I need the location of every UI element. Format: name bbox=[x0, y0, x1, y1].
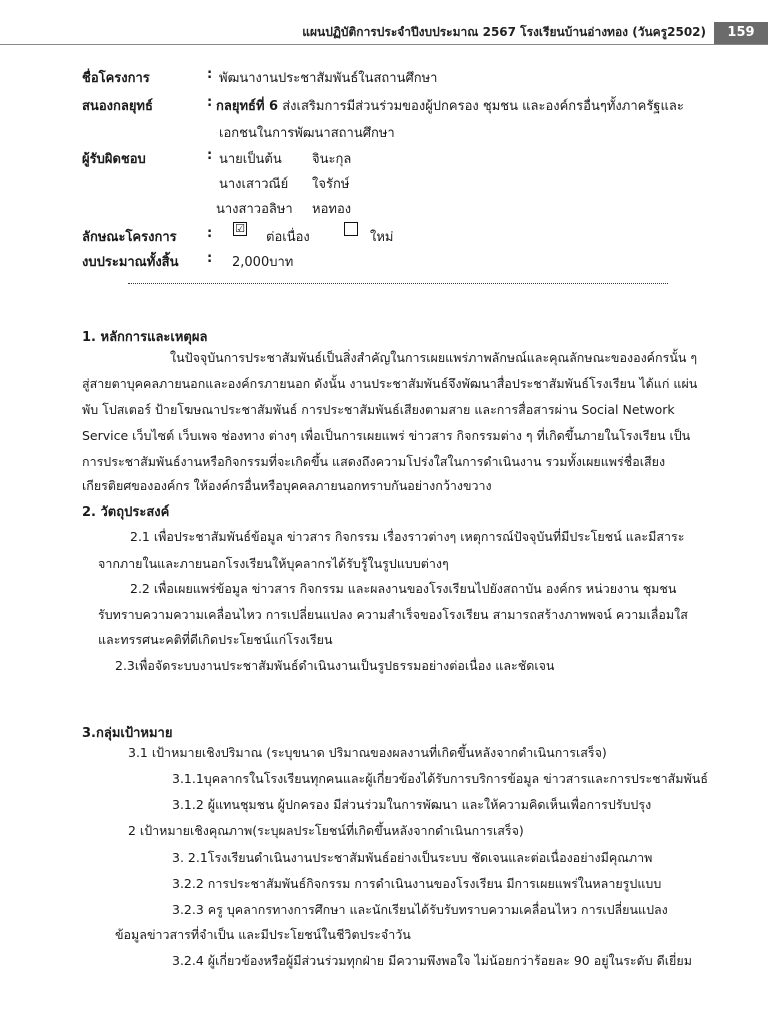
colon: : bbox=[207, 95, 213, 110]
paragraph-line: ในปัจจุบันการประชาสัมพันธ์เป็นสิ่งสำคัญในการเผยแพร่ภาพลักษณ์และคุณลักษณะขององค์กรนั้น ๆ bbox=[170, 350, 698, 365]
document-header-title: แผนปฏิบัติการประจำปีงบประมาณ 2567 โรงเรียนบ้านอ่างทอง (วันครู2502) bbox=[302, 25, 706, 39]
project-name-value: พัฒนางานประชาสัมพันธ์ในสถานศึกษา bbox=[219, 71, 438, 86]
project-name-label: ชื่อโครงการ bbox=[82, 71, 150, 86]
section-objectives-heading: 2. วัตถุประสงค์ bbox=[82, 505, 170, 520]
colon: : bbox=[207, 226, 213, 241]
colon: : bbox=[207, 67, 213, 82]
responsible-last-name: จินะกุล bbox=[312, 152, 352, 167]
continuous-checkbox[interactable]: ☑ bbox=[233, 222, 247, 236]
budget-label: งบประมาณทั้งสิ้น bbox=[82, 255, 179, 270]
target-line: ข้อมูลข่าวสารที่จำเป็น และมีประโยชน์ในชีวิตประจำวัน bbox=[115, 927, 411, 942]
paragraph-line: การประชาสัมพันธ์งานหรือกิจกรรมที่จะเกิดขึ้น แสดงถึงความโปร่งใสในการดำเนินงาน รวมทั้งเผยแพร่ชื่อเสียง bbox=[82, 454, 666, 469]
target-line: 3. 2.1โรงเรียนดำเนินงานประชาสัมพันธ์อย่างเป็นระบบ ชัดเจนและต่อเนื่องอย่างมีคุณภาพ bbox=[172, 850, 653, 865]
objective-item: 2.1 เพื่อประชาสัมพันธ์ข้อมูล ข่าวสาร กิจกรรม เรื่องราวต่างๆ เหตุการณ์ปัจจุบันที่มีประโยชน์ และมีสาระ bbox=[130, 529, 685, 544]
responsible-last-name: ใจรักษ์ bbox=[312, 177, 350, 192]
paragraph-line: พับ โปสเตอร์ ป้ายโฆษณาประชาสัมพันธ์ การประชาสัมพันธ์เสียงตามสาย และการสื่อสารผ่าน Social Network bbox=[82, 402, 675, 417]
new-option-label: ใหม่ bbox=[370, 230, 394, 245]
section-target-heading: 3.กลุ่มเป้าหมาย bbox=[82, 726, 173, 741]
target-line: 3.2.3 ครู บุคลากรทางการศึกษา และนักเรียนได้รับรับทราบความเคลื่อนไหว การเปลี่ยนแปลง bbox=[172, 902, 668, 917]
responsible-last-name: หอทอง bbox=[312, 202, 352, 217]
target-line: 3.1.2 ผู้แทนชุมชน ผู้ปกครอง มีส่วนร่วมในการพัฒนา และให้ความคิดเห็นเพื่อการปรับปรุง bbox=[172, 797, 652, 812]
strategy-label: สนองกลยุทธ์ bbox=[82, 99, 153, 114]
target-line: 3.1.1บุคลากรในโรงเรียนทุกคนและผู้เกี่ยวข้องได้รับการบริการข้อมูล ข่าวสารและการประชาสัมพันธ์ bbox=[172, 771, 708, 786]
objective-item-cont: จากภายในและภายนอกโรงเรียนให้บุคลากรได้รับรู้ในรูปแบบต่างๆ bbox=[98, 556, 449, 571]
responsible-first-name: นางสาวอลิษา bbox=[216, 202, 293, 217]
objective-item: 2.3เพื่อจัดระบบงานประชาสัมพันธ์ดำเนินงานเป็นรูปธรรมอย่างต่อเนื่อง และชัดเจน bbox=[115, 658, 555, 673]
budget-value: 2,000บาท bbox=[232, 255, 294, 270]
new-checkbox[interactable] bbox=[344, 222, 358, 236]
continuous-option-label: ต่อเนื่อง bbox=[266, 230, 310, 245]
strategy-value bbox=[216, 95, 684, 116]
target-line: 2 เป้าหมายเชิงคุณภาพ(ระบุผลประโยชน์ที่เกิดขึ้นหลังจากดำเนินการเสร็จ) bbox=[128, 823, 524, 838]
objective-item: 2.2 เพื่อเผยแพร่ข้อมูล ข่าวสาร กิจกรรม และผลงานของโรงเรียนไปยังสถาบัน องค์กร หน่วยงาน ชุมชน bbox=[130, 581, 677, 596]
strategy-text: ส่งเสริมการมีส่วนร่วมของผู้ปกครอง ชุมชน และองค์กรอื่นๆทั้งภาครัฐและ bbox=[278, 99, 684, 114]
paragraph-line: เกียรติยศขององค์กร ให้องค์กรอื่นหรือบุคคลภายนอกทราบกันอย่างกว้างขวาง bbox=[82, 478, 492, 493]
colon: : bbox=[207, 251, 213, 266]
paragraph-line: สู่สายตาบุคคลภายนอกและองค์กรภายนอก ดังนั้น งานประชาสัมพันธ์จึงพัฒนาสื่อประชาสัมพันธ์โรงเรียน ได้แก่ แผ่น bbox=[82, 376, 698, 391]
target-line: 3.2.2 การประชาสัมพันธ์กิจกรรม การดำเนินงานของโรงเรียน มีการเผยแพร่ในหลายรูปแบบ bbox=[172, 876, 662, 891]
paragraph-line: Service เว็บไซต์ เว็บเพจ ช่องทาง ต่างๆ เพื่อเป็นการเผยแพร่ ข่าวสาร กิจกรรมต่าง ๆ ที่เกิดขึ้นภายในโรงเรียน เป็น bbox=[82, 428, 691, 443]
strategy-text-cont: เอกชนในการพัฒนาสถานศึกษา bbox=[219, 126, 395, 141]
target-line: 3.1 เป้าหมายเชิงปริมาณ (ระบุขนาด ปริมาณของผลงานที่เกิดขึ้นหลังจากดำเนินการเสร็จ) bbox=[128, 745, 607, 760]
page-number-badge: 159 bbox=[714, 22, 768, 44]
responsible-first-name: นายเป็นต้น bbox=[219, 152, 282, 167]
responsible-label: ผู้รับผิดชอบ bbox=[82, 152, 146, 167]
responsible-first-name: นางเสาวณีย์ bbox=[219, 177, 289, 192]
section-rationale-heading: 1. หลักการและเหตุผล bbox=[82, 330, 208, 345]
objective-item-cont: และทรรศนะคติที่ดีเกิดประโยชน์แก่โรงเรียน bbox=[98, 632, 333, 647]
objective-item-cont: รับทราบความความเคลื่อนไหว การเปลี่ยนแปลง ความสำเร็จของโรงเรียน สามารถสร้างภาพพจน์ ความเลื่อมใส bbox=[98, 607, 688, 622]
colon: : bbox=[207, 148, 213, 163]
project-type-label: ลักษณะโครงการ bbox=[82, 230, 177, 245]
strategy-number: กลยุทธ์ที่ 6 bbox=[216, 99, 279, 114]
target-line: 3.2.4 ผู้เกี่ยวข้องหรือผู้มีส่วนร่วมทุกฝ่าย มีความพึงพอใจ ไม่น้อยกว่าร้อยละ 90 อยู่ในระดับ ดีเยี่ยม bbox=[172, 953, 692, 968]
dotted-divider bbox=[128, 282, 668, 284]
